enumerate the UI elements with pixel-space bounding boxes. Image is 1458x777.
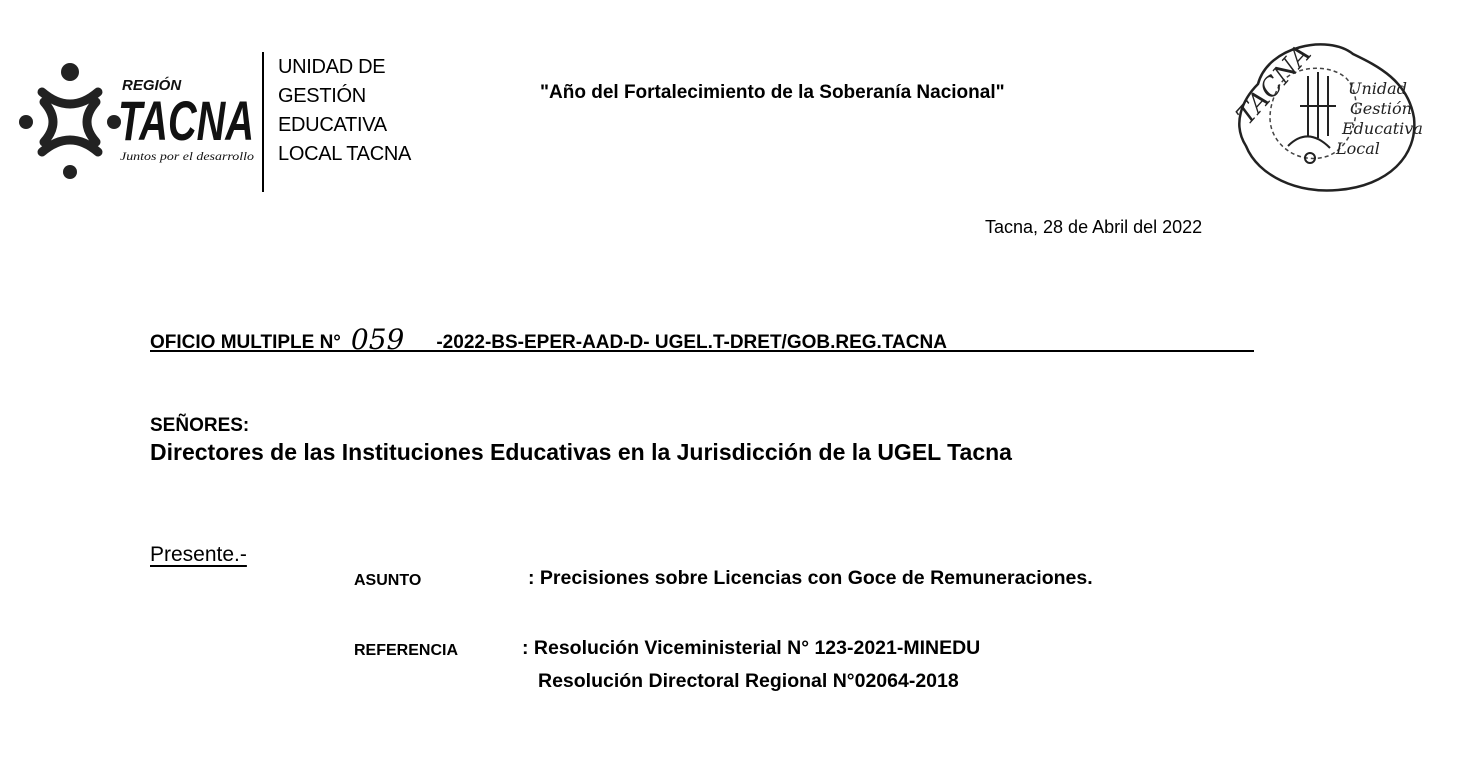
- unit-name-line: EDUCATIVA: [278, 114, 387, 136]
- ugel-seal: [1218, 26, 1428, 196]
- oficio-prefix: OFICIO MULTIPLE N°: [150, 332, 341, 353]
- logo-divider: [262, 52, 264, 192]
- logo-big-label: TACNA: [118, 89, 254, 152]
- seal-line: Gestión: [1350, 99, 1412, 118]
- region-emblem-icon: [19, 63, 121, 179]
- region-tacna-logo: [18, 44, 268, 174]
- unit-name: [278, 53, 411, 169]
- asunto-label: ASUNTO: [354, 572, 422, 589]
- unit-name-line: UNIDAD DE: [278, 56, 386, 78]
- seal-line: Educativa: [1342, 119, 1423, 138]
- logo-tagline: Juntos por el desarrollo: [120, 149, 254, 163]
- unit-name-line: GESTIÓN: [278, 85, 366, 107]
- recipients-label: SEÑORES:: [150, 415, 250, 436]
- seal-line: Local: [1336, 139, 1380, 158]
- seal-ring-text: TACNA: [1230, 39, 1318, 131]
- document-date: Tacna, 28 de Abril del 2022: [985, 217, 1203, 237]
- recipients: Directores de las Instituciones Educativas en la Jurisdicción de la UGEL Tacna: [150, 439, 1012, 465]
- oficio-number: 059: [350, 323, 405, 356]
- oficio-reference: [150, 322, 1254, 356]
- oficio-suffix: -2022-BS-EPER-AAD-D- UGEL.T-DRET/GOB.REG.TACNA: [436, 332, 947, 353]
- presente-label: Presente.-: [150, 543, 247, 566]
- asunto-text: : Precisiones sobre Licencias con Goce de Remuneraciones.: [528, 567, 1093, 589]
- referencia-label: REFERENCIA: [354, 642, 459, 659]
- seal-figure-icon: [1288, 72, 1336, 163]
- referencia-line: Resolución Directoral Regional N°02064-2018: [538, 670, 959, 692]
- year-motto: "Año del Fortalecimiento de la Soberanía Nacional": [540, 82, 1005, 103]
- seal-line: Unidad: [1348, 79, 1407, 98]
- referencia-line: : Resolución Viceministerial N° 123-2021-MINEDU: [522, 637, 981, 659]
- unit-name-line: LOCAL TACNA: [278, 143, 412, 165]
- logo-small-label: REGIÓN: [122, 77, 182, 94]
